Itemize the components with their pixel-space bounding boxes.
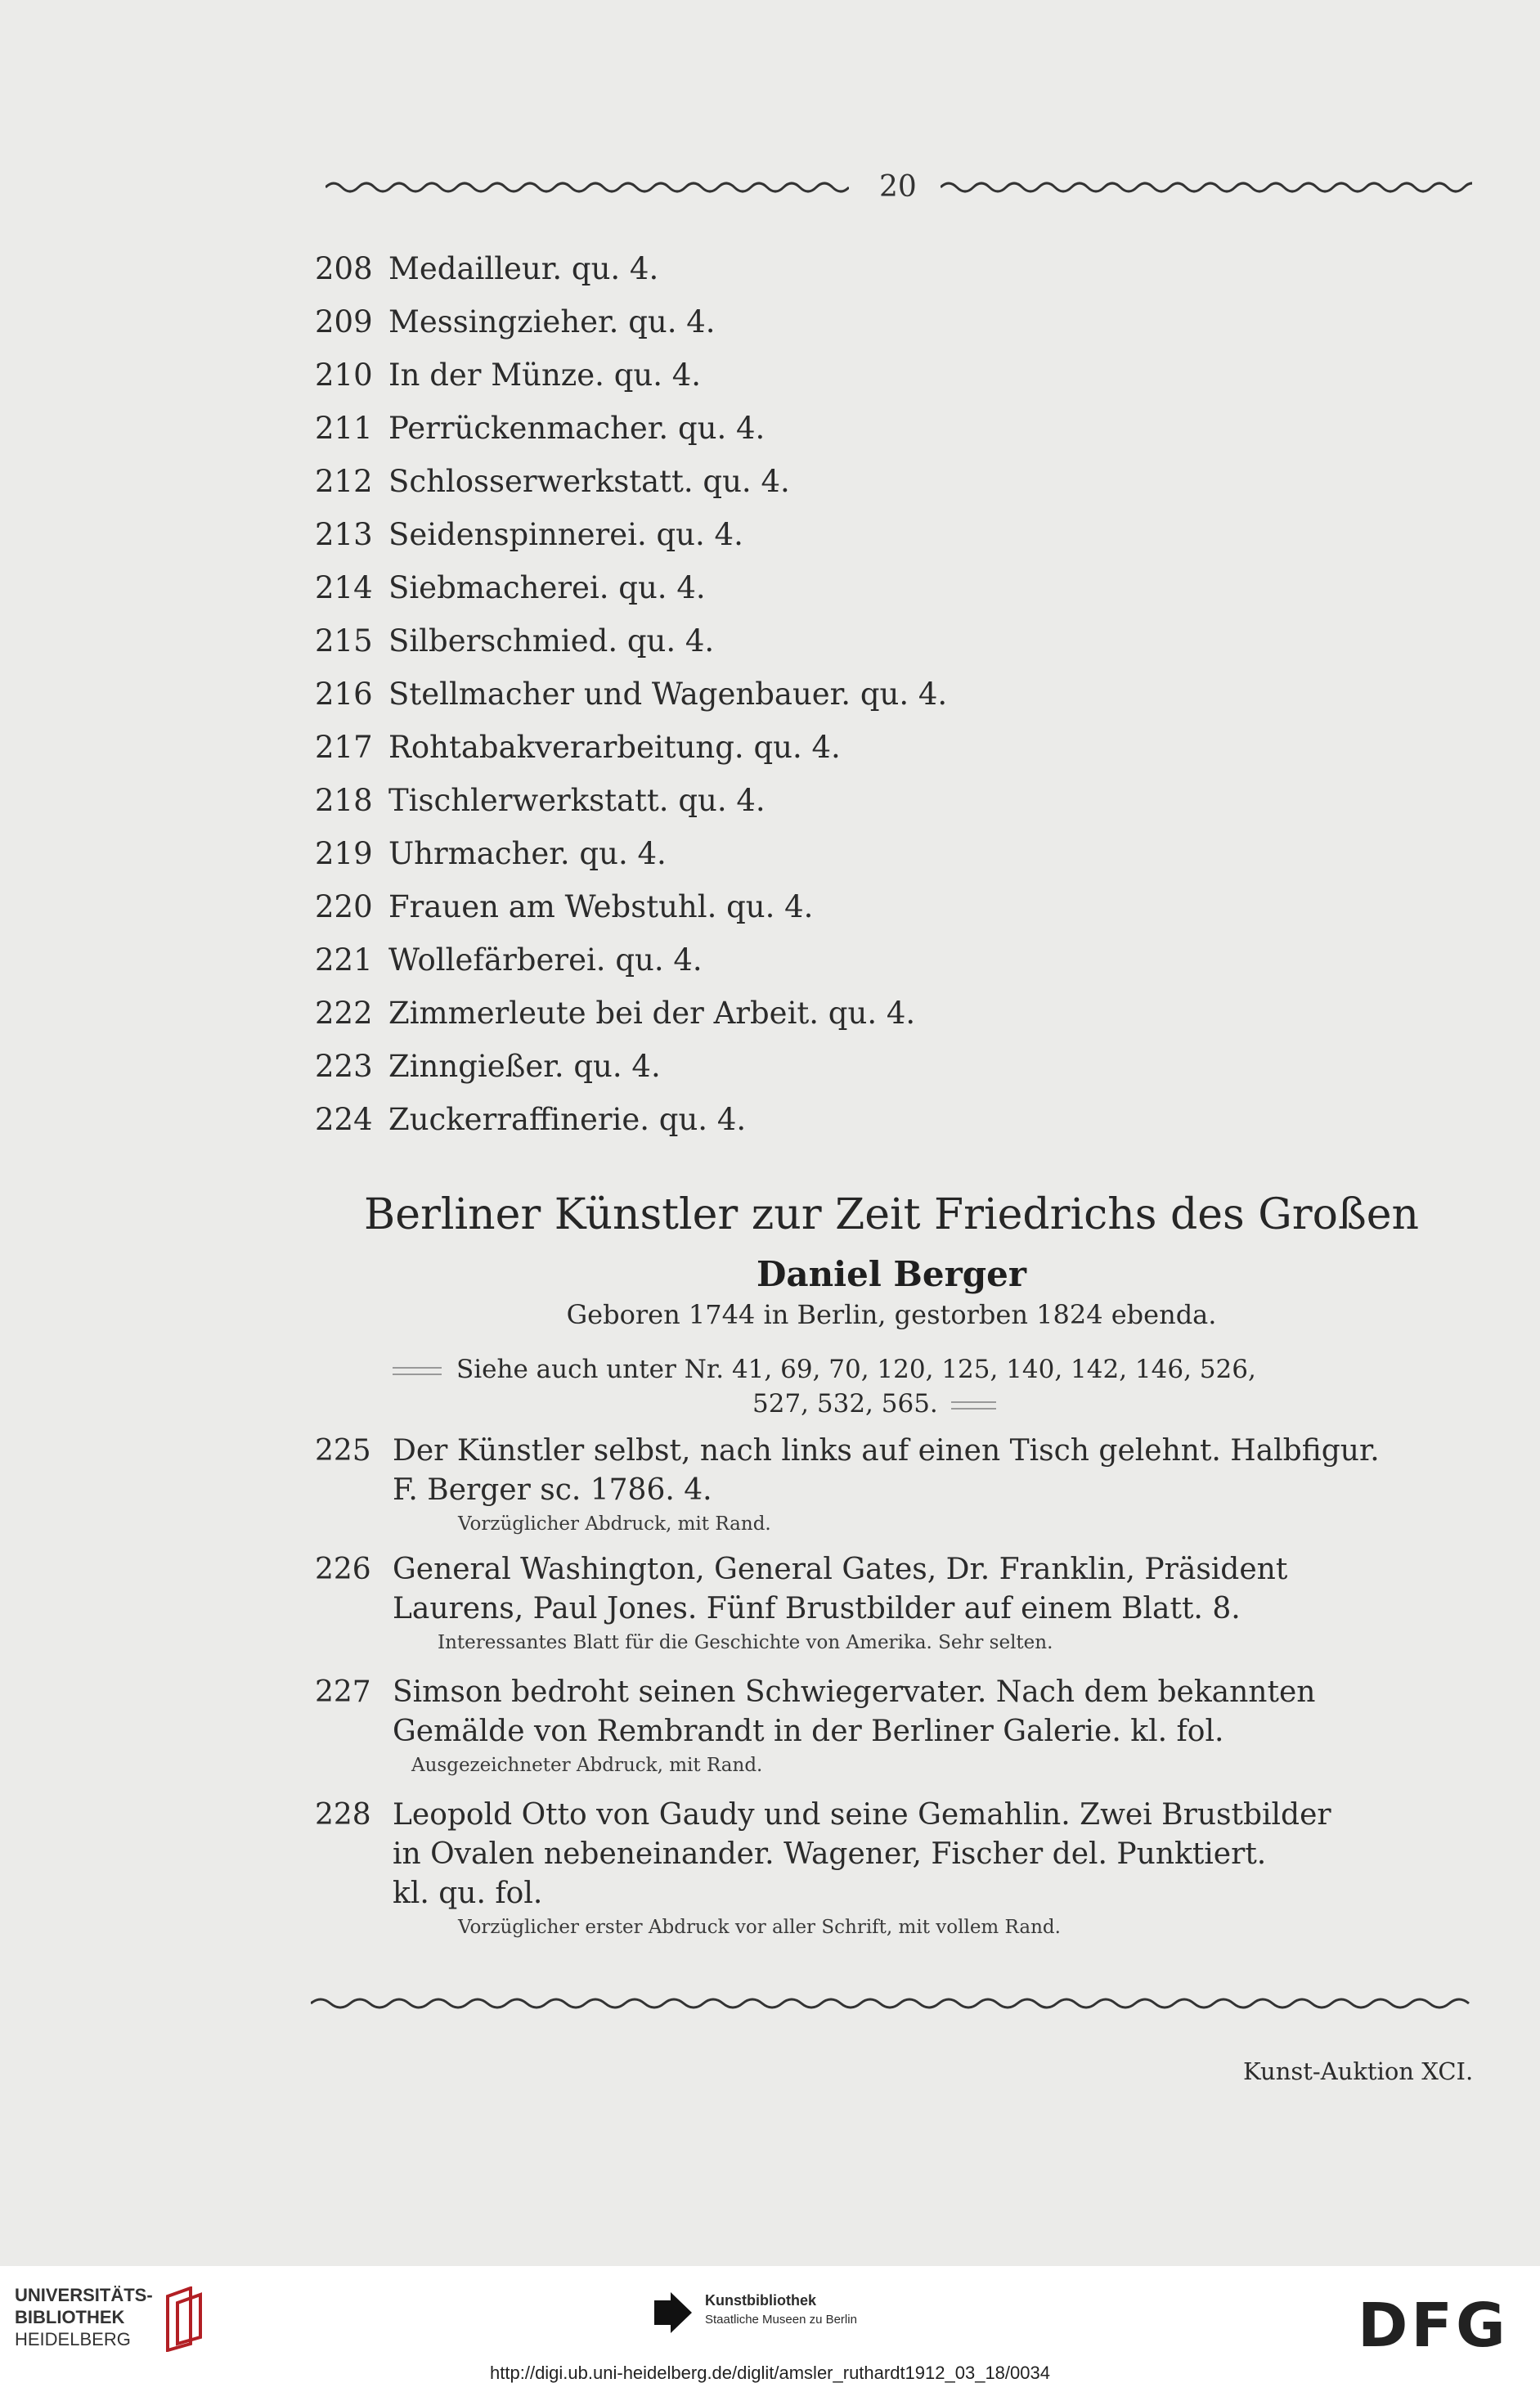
- library-logo-text: UNIVERSITÄTS- BIBLIOTHEK HEIDELBERG: [15, 2285, 153, 2349]
- ornament-bottom: [311, 1996, 1472, 2011]
- see-also: [393, 1352, 1456, 1421]
- digitization-footer: [0, 2266, 1540, 2392]
- page-number: 20: [879, 170, 917, 204]
- catalogue-title: Kunst-Auktion XCI.: [1243, 2057, 1474, 2085]
- artist-name: Daniel Berger: [757, 1254, 1026, 1294]
- dfg-logo: DFG: [1358, 2291, 1509, 2361]
- lot-note: Vorzüglicher Abdruck, mit Rand.: [458, 1513, 771, 1535]
- lot-note: Interessantes Blatt für die Geschichte von Amerika. Sehr selten.: [438, 1632, 1053, 1653]
- see-also-line: Siehe auch unter Nr. 41, 69, 70, 120, 125, 140, 142, 146, 526,: [456, 1355, 1256, 1384]
- lot-entry: 228 Leopold Otto von Gaudy und seine Gemahlin. Zwei Brustbilder in Ovalen nebeneinander. Wagener, Fischer del. Punktiert. kl. qu. fol. Vorzüglicher erster Abdruck vor aller Schrift, mit vollem Rand.: [315, 1796, 1476, 1941]
- lot-line: General Washington, General Gates, Dr. Franklin, Präsident: [393, 1553, 1288, 1586]
- lot-entry: 225 Der Künstler selbst, nach links auf einen Tisch gelehnt. Halbfigur. F. Berger sc. 1786. 4. Vorzüglicher Abdruck, mit Rand.: [315, 1432, 1476, 1538]
- lot-entry: 226 General Washington, General Gates, Dr. Franklin, Präsident Laurens, Paul Jones. Fünf Brustbilder auf einem Blatt. 8. Interessantes Blatt für die Geschichte von Amerika. Sehr selten.: [315, 1550, 1476, 1657]
- artist-dates: Geboren 1744 in Berlin, gestorben 1824 ebenda.: [566, 1299, 1217, 1330]
- double-rule: [951, 1401, 996, 1410]
- lot-line: Simson bedroht seinen Schwiegervater. Nach dem bekannten: [393, 1675, 1316, 1709]
- lot-line: in Ovalen nebeneinander. Wagener, Fischer del. Punktiert.: [393, 1837, 1267, 1871]
- lot-note: Vorzüglicher erster Abdruck vor aller Schrift, mit vollem Rand.: [458, 1917, 1061, 1938]
- lot-line: kl. qu. fol.: [393, 1877, 543, 1910]
- see-also-line: 527, 532, 565.: [752, 1389, 938, 1419]
- lot-line: Leopold Otto von Gaudy und seine Gemahlin. Zwei Brustbilder: [393, 1798, 1331, 1832]
- lot-line: F. Berger sc. 1786. 4.: [393, 1473, 712, 1507]
- kunstbibliothek-text: Kunstbibliothek Staatliche Museen zu Berlin: [705, 2292, 857, 2327]
- ornament-right: [941, 180, 1472, 195]
- section-title: Berliner Künstler zur Zeit Friedrichs des Großen: [364, 1190, 1419, 1239]
- lot-note: Ausgezeichneter Abdruck, mit Rand.: [411, 1755, 763, 1776]
- lot-line: Der Künstler selbst, nach links auf einen Tisch gelehnt. Halbfigur.: [393, 1434, 1380, 1468]
- lot-entry: 227 Simson bedroht seinen Schwiegervater. Nach dem bekannten Gemälde von Rembrandt in der Berliner Galerie. kl. fol. Ausgezeichneter Abdruck, mit Rand.: [315, 1673, 1476, 1779]
- kunstbibliothek-logo-icon: [654, 2292, 692, 2333]
- lot-line: Gemälde von Rembrandt in der Berliner Galerie. kl. fol.: [393, 1715, 1224, 1748]
- source-url[interactable]: http://digi.ub.uni-heidelberg.de/diglit/amsler_ruthardt1912_03_18/0034: [490, 2363, 1050, 2383]
- lot-line: Laurens, Paul Jones. Fünf Brustbilder auf einem Blatt. 8.: [393, 1592, 1241, 1625]
- ornament-left: [326, 180, 849, 195]
- library-emblem-icon: [159, 2286, 209, 2352]
- double-rule: [393, 1367, 442, 1375]
